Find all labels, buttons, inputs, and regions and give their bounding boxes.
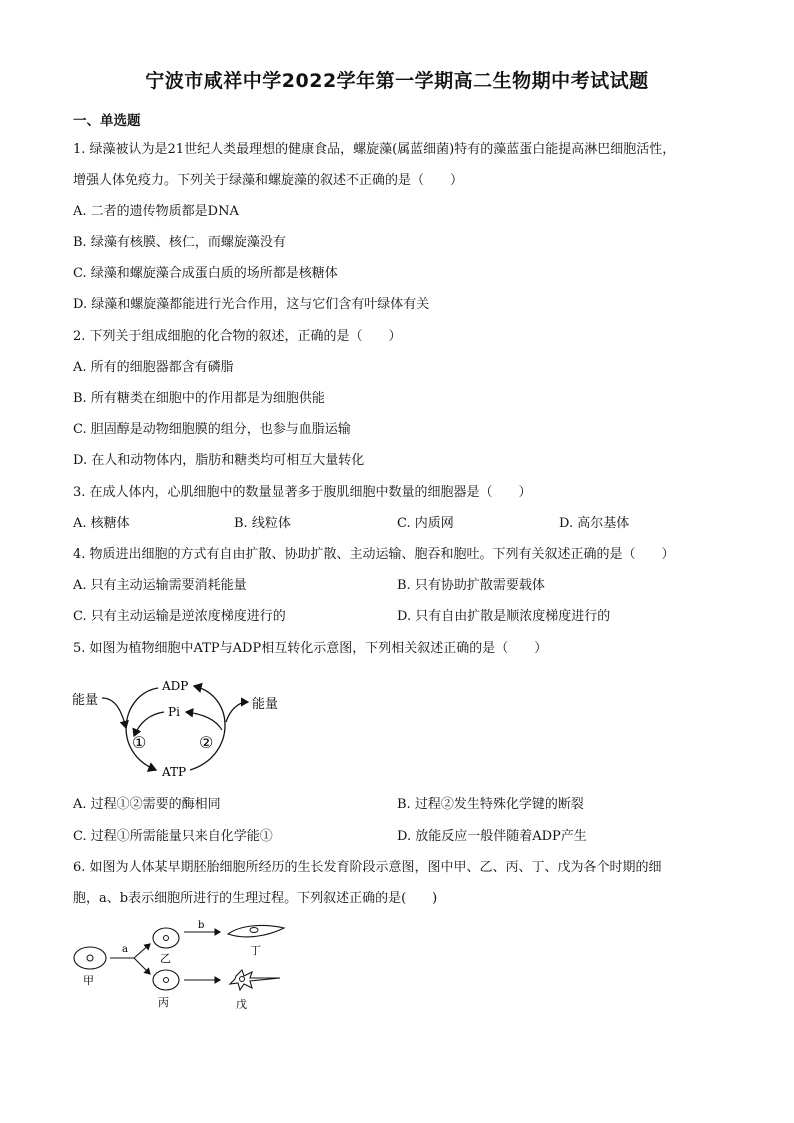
process-a-label: a [122,944,128,955]
cell-yi [153,928,179,948]
cell-jia [74,947,106,969]
q5-option-c: C. 过程①所需能量只来自化学能① [73,829,273,844]
cell-ding-label: 丁 [250,944,261,957]
q4-option-b: B. 只有协助扩散需要载体 [397,578,545,593]
energy-output-label: 能量 [252,697,279,712]
q1-stem-line2: 增强人体免疫力。下列关于绿藻和螺旋藻的叙述不正确的是（ ） [73,173,464,188]
q3-option-d: D. 高尔基体 [559,516,630,531]
q2-option-b: B. 所有糖类在细胞中的作用都是为细胞供能 [73,391,325,406]
cell-bing [153,970,179,990]
energy-input-label: 能量 [72,693,99,708]
cell-jia-label: 甲 [83,974,94,987]
synthesis-arrow [126,688,158,770]
section-heading: 一、单选题 [73,113,141,129]
q2-stem: 2. 下列关于组成细胞的化合物的叙述，正确的是（ ） [73,329,402,344]
q1-option-d: D. 绿藻和螺旋藻都能进行光合作用，这与它们含有叶绿体有关 [73,297,430,312]
q3-stem: 3. 在成人体内，心肌细胞中的数量显著多于腹肌细胞中数量的细胞器是（ ） [73,485,532,500]
page-title: 宁波市咸祥中学2022学年第一学期高二生物期中考试试题 [145,70,649,92]
q5-option-a: A. 过程①②需要的酶相同 [73,797,221,812]
q1-option-b: B. 绿藻有核膜、核仁，而螺旋藻没有 [73,235,286,250]
q6-stem-line1: 6. 如图为人体某早期胚胎细胞所经历的生长发育阶段示意图，图中甲、乙、丙、丁、戊为各个时期的细 [73,860,662,875]
q2-option-d: D. 在人和动物体内，脂肪和糖类均可相互大量转化 [73,453,365,468]
q4-stem: 4. 物质进出细胞的方式有自由扩散、协助扩散、主动运输、胞吞和胞吐。下列有关叙述正确的是（ ） [73,547,675,562]
q4-option-c: C. 只有主动运输是逆浓度梯度进行的 [73,609,286,624]
process-2-label: ② [199,733,214,752]
energy-input-arrow [102,698,126,728]
q1-option-a: A. 二者的遗传物质都是DNA [73,204,239,219]
cell-bing-label: 丙 [158,996,169,1009]
cell-wu-label: 戊 [236,998,247,1011]
q3-option-b: B. 线粒体 [234,516,291,531]
process-1-label: ① [132,733,147,752]
q6-stem-line2: 胞，a、b表示细胞所进行的生理过程。下列叙述正确的是( ) [73,891,438,906]
q2-option-a: A. 所有的细胞器都含有磷脂 [73,360,234,375]
adp-label: ADP [162,679,189,693]
q3-option-c: C. 内质网 [397,516,454,531]
atp-adp-cycle-diagram [66,672,296,784]
cell-wu [230,970,280,990]
q4-option-d: D. 只有自由扩散是顺浓度梯度进行的 [397,609,611,624]
arrow-to-bing [134,958,150,974]
q4-option-a: A. 只有主动运输需要消耗能量 [73,578,247,593]
q1-stem-line1: 1. 绿藻被认为是21世纪人类最理想的健康食品，螺旋藻(属蓝细菌)特有的藻蓝蛋白能提高淋巴细胞活性， [73,142,676,157]
q1-option-c: C. 绿藻和螺旋藻合成蛋白质的场所都是核糖体 [73,266,338,281]
pi-label: Pi [168,705,180,719]
process-b-label: b [198,920,205,931]
q5-option-d: D. 放能反应一般伴随着ADP产生 [397,829,587,844]
q5-option-b: B. 过程②发生特殊化学键的断裂 [397,797,584,812]
cell-yi-label: 乙 [160,952,171,965]
hydrolysis-arrow [190,686,225,770]
atp-label: ATP [162,765,187,779]
arrow-to-yi [134,944,150,958]
cell-development-diagram [70,918,290,1012]
q2-option-c: C. 胆固醇是动物细胞膜的组分，也参与血脂运输 [73,422,351,437]
q3-option-a: A. 核糖体 [73,516,130,531]
q5-stem: 5. 如图为植物细胞中ATP与ADP相互转化示意图，下列相关叙述正确的是（ ） [73,641,548,656]
pi-release-arrow [186,712,222,730]
energy-release-arrow [226,702,248,722]
